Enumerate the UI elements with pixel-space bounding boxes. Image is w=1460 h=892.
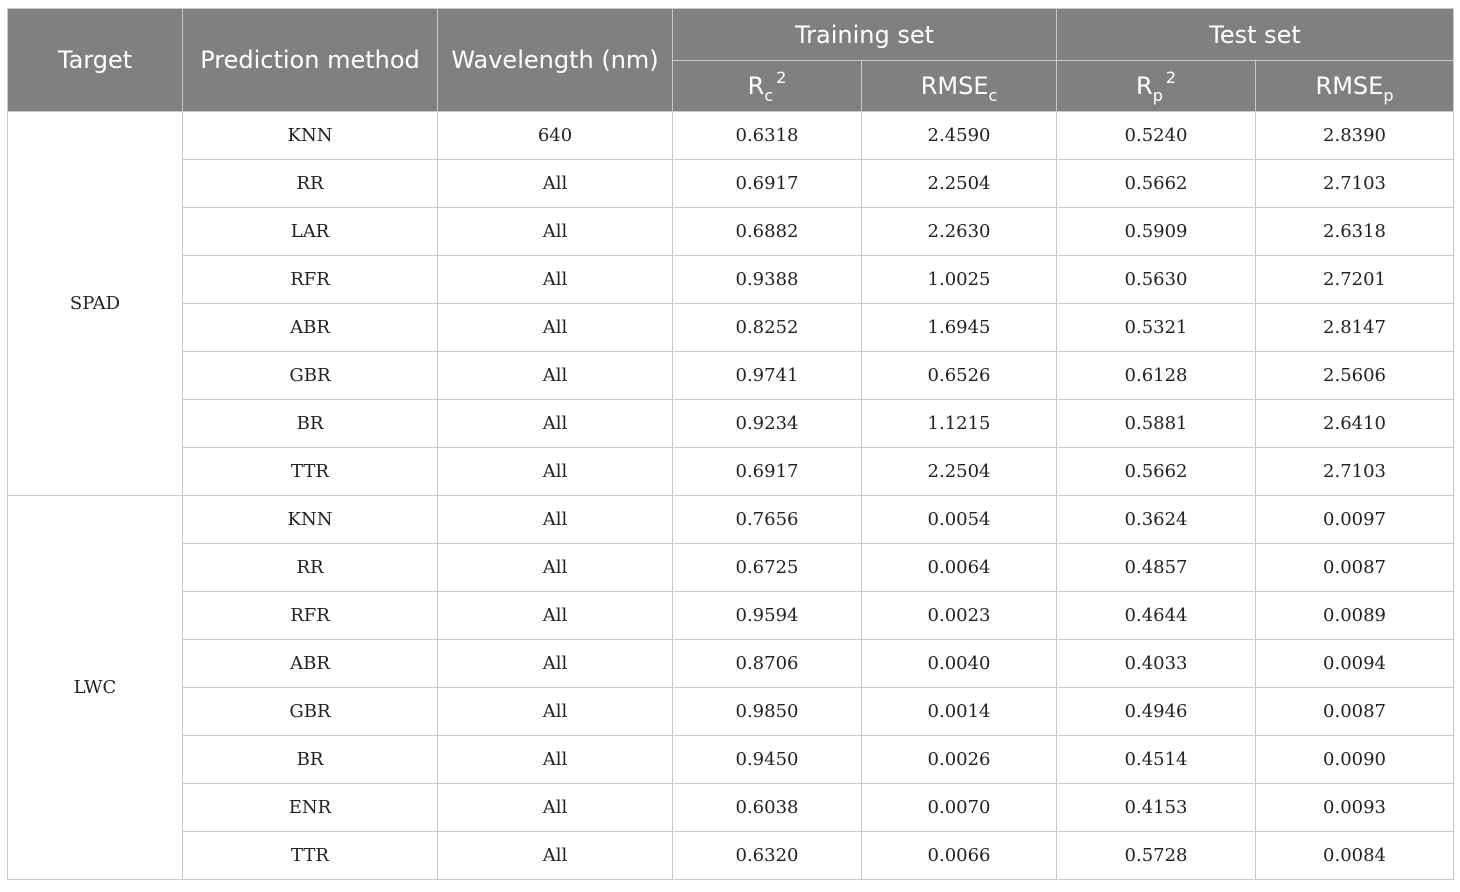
cell-rmsep: 0.0090 [1256,736,1454,784]
cell-rmsep: 2.7103 [1256,160,1454,208]
cell-rmsep: 0.0087 [1256,544,1454,592]
table-row [8,592,1454,640]
cell-rmsep: 2.5606 [1256,352,1454,400]
cell-prediction-method: BR [183,400,438,448]
cell-rmsec: 0.0070 [862,784,1057,832]
cell-wavelength: All [438,400,673,448]
cell-rc2: 0.9594 [673,592,862,640]
cell-rc2: 0.6917 [673,160,862,208]
cell-wavelength: All [438,352,673,400]
cell-rmsec: 1.0025 [862,256,1057,304]
cell-prediction-method: KNN [183,496,438,544]
cell-wavelength: All [438,736,673,784]
cell-wavelength: All [438,448,673,496]
rp2-subscript: p [1152,86,1163,105]
header-training-set: Training set [673,9,1057,61]
cell-prediction-method: ABR [183,640,438,688]
table-row [8,736,1454,784]
cell-prediction-method: BR [183,736,438,784]
cell-rp2: 0.4514 [1057,736,1256,784]
cell-rc2: 0.6320 [673,832,862,880]
cell-prediction-method: TTR [183,832,438,880]
table-row [8,496,1454,544]
cell-rc2: 0.6318 [673,112,862,160]
cell-rmsec: 0.0026 [862,736,1057,784]
cell-rmsep: 2.6318 [1256,208,1454,256]
table-row [8,688,1454,736]
rmsep-base: RMSE [1315,72,1384,100]
cell-rp2: 0.5662 [1057,160,1256,208]
cell-wavelength: All [438,640,673,688]
cell-rmsep: 2.8147 [1256,304,1454,352]
cell-rp2: 0.4153 [1057,784,1256,832]
cell-rmsep: 0.0089 [1256,592,1454,640]
table-row [8,160,1454,208]
cell-rmsec: 2.2504 [862,448,1057,496]
cell-rmsep: 2.8390 [1256,112,1454,160]
table-row [8,544,1454,592]
cell-rmsep: 2.7201 [1256,256,1454,304]
cell-rmsec: 0.0066 [862,832,1057,880]
cell-rmsep: 0.0094 [1256,640,1454,688]
cell-rc2: 0.7656 [673,496,862,544]
rp2-base: R [1136,72,1153,100]
cell-prediction-method: GBR [183,352,438,400]
cell-rmsec: 0.0040 [862,640,1057,688]
cell-wavelength: All [438,592,673,640]
cell-prediction-method: RR [183,160,438,208]
cell-rmsec: 0.0064 [862,544,1057,592]
rmsec-subscript: c [988,86,998,105]
cell-wavelength: All [438,496,673,544]
cell-wavelength: All [438,208,673,256]
cell-wavelength: All [438,688,673,736]
cell-rp2: 0.3624 [1057,496,1256,544]
cell-rp2: 0.5662 [1057,448,1256,496]
cell-target: LWC [8,496,183,880]
cell-rmsec: 0.6526 [862,352,1057,400]
header-rmsec [862,61,1057,112]
cell-rmsec: 0.0054 [862,496,1057,544]
cell-rmsec: 0.0014 [862,688,1057,736]
cell-prediction-method: TTR [183,448,438,496]
cell-rc2: 0.6038 [673,784,862,832]
cell-wavelength: 640 [438,112,673,160]
cell-rmsep: 0.0084 [1256,832,1454,880]
cell-rmsec: 2.2504 [862,160,1057,208]
cell-rp2: 0.4644 [1057,592,1256,640]
cell-prediction-method: GBR [183,688,438,736]
cell-rp2: 0.6128 [1057,352,1256,400]
header-target: Target [8,9,183,112]
cell-prediction-method: ENR [183,784,438,832]
cell-rp2: 0.5240 [1057,112,1256,160]
header-wavelength: Wavelength (nm) [438,9,673,112]
table-row [8,640,1454,688]
cell-rp2: 0.5630 [1057,256,1256,304]
rmsec-base: RMSE [920,72,989,100]
results-table-container [7,8,1454,880]
cell-rc2: 0.9234 [673,400,862,448]
cell-rp2: 0.5881 [1057,400,1256,448]
cell-rc2: 0.6882 [673,208,862,256]
cell-rp2: 0.5728 [1057,832,1256,880]
cell-wavelength: All [438,784,673,832]
cell-prediction-method: ABR [183,304,438,352]
cell-rc2: 0.8252 [673,304,862,352]
cell-rmsep: 0.0093 [1256,784,1454,832]
cell-rmsec: 0.0023 [862,592,1057,640]
cell-wavelength: All [438,544,673,592]
cell-rc2: 0.9741 [673,352,862,400]
table-row [8,112,1454,160]
cell-target: SPAD [8,112,183,496]
cell-rp2: 0.4946 [1057,688,1256,736]
table-row [8,352,1454,400]
cell-wavelength: All [438,160,673,208]
cell-rmsec: 2.4590 [862,112,1057,160]
cell-prediction-method: RFR [183,256,438,304]
table-row [8,304,1454,352]
cell-rmsep: 0.0087 [1256,688,1454,736]
rc2-subscript: c [764,86,774,105]
rmsep-subscript: p [1383,86,1394,105]
cell-prediction-method: KNN [183,112,438,160]
cell-wavelength: All [438,304,673,352]
cell-rmsep: 2.7103 [1256,448,1454,496]
rc2-base: R [747,72,765,100]
cell-rp2: 0.4033 [1057,640,1256,688]
cell-rc2: 0.9850 [673,688,862,736]
cell-prediction-method: RFR [183,592,438,640]
header-rp2 [1057,61,1256,112]
cell-rc2: 0.6917 [673,448,862,496]
table-row [8,400,1454,448]
header-test-set: Test set [1057,9,1454,61]
table-row [8,832,1454,880]
cell-rc2: 0.6725 [673,544,862,592]
cell-wavelength: All [438,256,673,304]
table-body [8,112,1454,880]
cell-rp2: 0.4857 [1057,544,1256,592]
cell-rmsec: 1.1215 [862,400,1057,448]
cell-rc2: 0.8706 [673,640,862,688]
cell-prediction-method: RR [183,544,438,592]
results-table [7,8,1454,880]
cell-prediction-method: LAR [183,208,438,256]
table-row [8,208,1454,256]
header-rmsep [1256,61,1454,112]
table-header [8,9,1454,112]
header-rc2 [673,61,862,112]
cell-rc2: 0.9450 [673,736,862,784]
cell-rp2: 0.5909 [1057,208,1256,256]
table-row [8,448,1454,496]
cell-rmsec: 2.2630 [862,208,1057,256]
cell-rc2: 0.9388 [673,256,862,304]
table-row [8,256,1454,304]
cell-rmsep: 0.0097 [1256,496,1454,544]
rc2-superscript: 2 [776,68,787,87]
rp2-superscript: 2 [1165,68,1177,87]
cell-rmsep: 2.6410 [1256,400,1454,448]
cell-wavelength: All [438,832,673,880]
table-row [8,784,1454,832]
header-prediction-method: Prediction method [183,9,438,112]
cell-rp2: 0.5321 [1057,304,1256,352]
cell-rmsec: 1.6945 [862,304,1057,352]
